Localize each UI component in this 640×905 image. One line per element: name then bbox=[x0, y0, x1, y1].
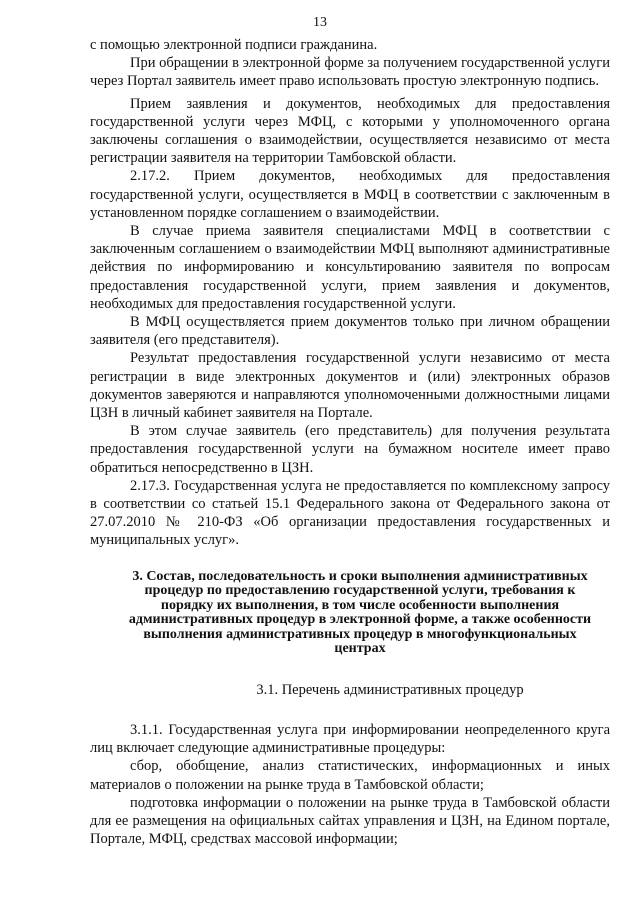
paragraph: В случае приема заявителя специалистами МФЦ в соответствии с заключенным соглашением о взаимодействии МФЦ выполняют административные действия по информированию и консультированию заявителя по вопросам предоставления государственной услуги, прием заявления и документов, необходимых для предоставления государственной услуги. bbox=[90, 223, 610, 312]
document-body bbox=[90, 36, 610, 848]
page-number: 13 bbox=[313, 15, 327, 30]
paragraph: Прием заявления и документов, необходимых для предоставления государственной услуги через МФЦ, с которыми у уполномоченного органа заключены соглашения о взаимодействии, осуществляется независимо от места регистрации заявителя на территории Тамбовской области. bbox=[90, 95, 610, 167]
paragraph: В этом случае заявитель (его представитель) для получения результата предоставления государственной услуги на бумажном носителе имеет право обратиться непосредственно в ЦЗН. bbox=[90, 423, 610, 476]
paragraph: Результат предоставления государственной услуги независимо от места регистрации в виде электронных документов и (или) электронных образов документов заверяются и направляются уполномоченными должностными лицами ЦЗН в личный кабинет заявителя на Портале. bbox=[90, 350, 610, 422]
paragraph: 3.1.1. Государственная услуга при информировании неопределенного круга лиц включает следующие административные процедуры: bbox=[90, 721, 610, 757]
paragraph: 2.17.3. Государственная услуга не предоставляется по комплексному запросу в соответствии со статьей 15.1 Федерального закона от Федерального закона от 27.07.2010 № 210-ФЗ «Об организации предоставления государственных и муниципальных услуг». bbox=[90, 477, 610, 549]
list-item: сбор, обобщение, анализ статистических, информационных и иных материалов о положении на рынке труда в Тамбовской области; bbox=[90, 758, 610, 793]
list-item: подготовка информации о положении на рынке труда в Тамбовской области для ее размещения на официальных сайтах управления и ЦЗН, на Едином портале, Портале, МФЦ, средствах массовой информации; bbox=[90, 794, 610, 848]
subsection-heading: 3.1. Перечень административных процедур bbox=[256, 681, 524, 698]
paragraph: При обращении в электронной форме за получением государственной услуги через Портал заявитель имеет право использовать простую электронную подпись. bbox=[90, 55, 610, 90]
paragraph: 2.17.2. Прием документов, необходимых для предоставления государственной услуги, осуществляется в МФЦ в соответствии с заключенным в установленном порядке соглашением о взаимодействии. bbox=[90, 168, 610, 221]
paragraph: с помощью электронной подписи гражданина. bbox=[90, 37, 378, 53]
section-heading: 3. Состав, последовательность и сроки выполнения административных процедур по предоставлению государственной услуги, требования к порядку их выполнения, в том числе особенности выполнения административных процедур в электронной форме, а также особенности выполнения административных процедур в многофункциональных центрах bbox=[128, 568, 592, 657]
paragraph: В МФЦ осуществляется прием документов только при личном обращении заявителя (его представителя). bbox=[90, 314, 610, 349]
